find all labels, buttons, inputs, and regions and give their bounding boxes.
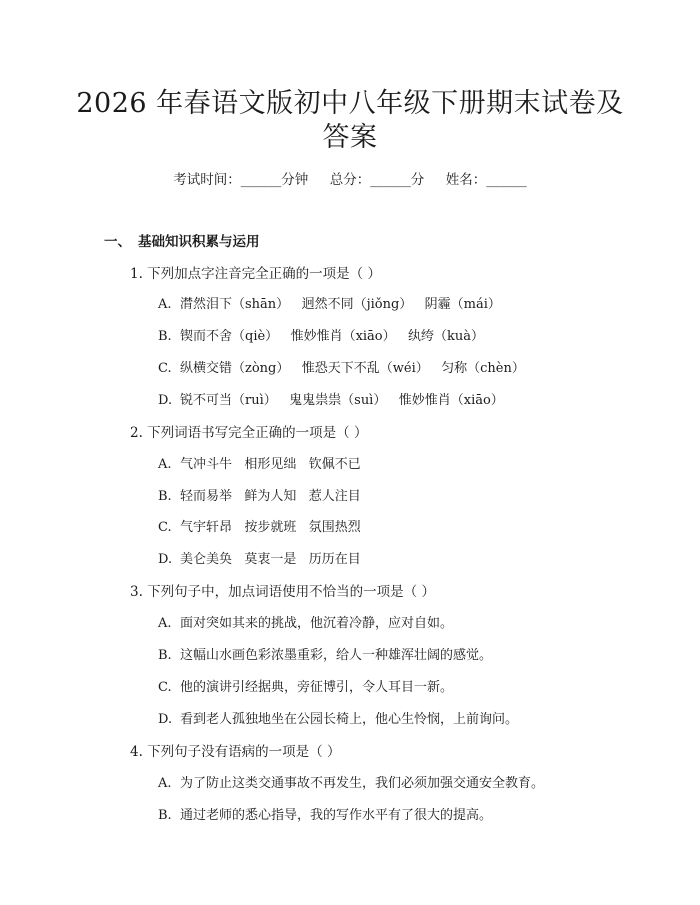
question-1-option-b: [158, 325, 484, 344]
section-number: 一、: [104, 234, 131, 250]
exam-info-line: 考试时间：______分钟 总分：______分 姓名：______: [173, 172, 527, 188]
option-letter: B.: [158, 808, 172, 823]
option-letter: B.: [158, 648, 172, 663]
section-title: 基础知识积累与运用: [138, 234, 260, 250]
question-3-option-a: [158, 612, 453, 631]
question-1-stem: 1. 下列加点字注音完全正确的一项是（ ）: [130, 266, 381, 282]
question-2-option-c: [158, 516, 361, 535]
option-letter: C.: [158, 520, 172, 535]
option-text: 这幅山水画色彩浓墨重彩，给人一种雄浑壮阔的感觉。: [180, 648, 493, 663]
option-text: 气冲斗牛 相形见绌 钦佩不已: [180, 457, 361, 472]
option-letter: A.: [158, 776, 172, 791]
option-text: 潸然泪下（shān） 迥然不同（jiǒng） 阴霾（mái）: [180, 297, 501, 312]
option-letter: C.: [158, 680, 172, 695]
option-text: 为了防止这类交通事故不再发生，我们必须加强交通安全教育。: [180, 776, 545, 791]
option-text: 通过老师的悉心指导，我的写作水平有了很大的提高。: [180, 808, 493, 823]
question-2-option-a: [158, 453, 361, 472]
question-3-option-b: [158, 644, 492, 663]
option-text: 他的演讲引经据典，旁征博引，令人耳目一新。: [180, 680, 454, 695]
option-letter: D.: [158, 393, 173, 408]
option-text: 轻而易举 鲜为人知 惹人注目: [180, 489, 361, 504]
option-text: 锐不可当（ruì） 鬼鬼祟祟（suì） 惟妙惟肖（xiāo）: [180, 393, 504, 408]
question-3-option-d: [158, 708, 518, 727]
question-1-option-a: [158, 293, 501, 312]
option-letter: A.: [158, 616, 172, 631]
option-letter: D.: [158, 712, 173, 727]
question-4-option-a: [158, 772, 544, 791]
exam-title-line-2: 答案: [322, 122, 378, 153]
question-2-option-b: [158, 485, 361, 504]
option-letter: D.: [158, 552, 173, 567]
section-heading: [104, 230, 260, 250]
option-text: 锲而不舍（qiè） 惟妙惟肖（xiāo） 纨绔（kuà）: [180, 329, 485, 344]
question-3-option-c: [158, 676, 453, 695]
question-3-stem: 3. 下列句子中，加点词语使用不恰当的一项是（ ）: [130, 584, 435, 600]
question-2-stem: 2. 下列词语书写完全正确的一项是（ ）: [130, 425, 368, 441]
option-text: 气宇轩昂 按步就班 氛围热烈: [180, 520, 361, 535]
option-letter: C.: [158, 361, 172, 376]
option-letter: B.: [158, 489, 172, 504]
question-1-option-d: [158, 389, 504, 408]
option-text: 美仑美奂 莫衷一是 历历在目: [180, 552, 361, 567]
option-text: 面对突如其来的挑战，他沉着冷静，应对自如。: [180, 616, 454, 631]
option-letter: A.: [158, 297, 172, 312]
question-4-option-b: [158, 804, 492, 823]
question-1-option-c: [158, 357, 525, 376]
option-letter: B.: [158, 329, 172, 344]
option-text: 看到老人孤独地坐在公园长椅上，他心生怜悯，上前询问。: [180, 712, 519, 727]
option-letter: A.: [158, 457, 172, 472]
question-2-option-d: [158, 548, 361, 567]
option-text: 纵横交错（zòng） 惟恐天下不乱（wéi） 匀称（chèn）: [180, 361, 525, 376]
exam-title-line-1: 2026 年春语文版初中八年级下册期末试卷及: [76, 88, 624, 119]
question-4-stem: 4. 下列句子没有语病的一项是（ ）: [130, 744, 341, 760]
